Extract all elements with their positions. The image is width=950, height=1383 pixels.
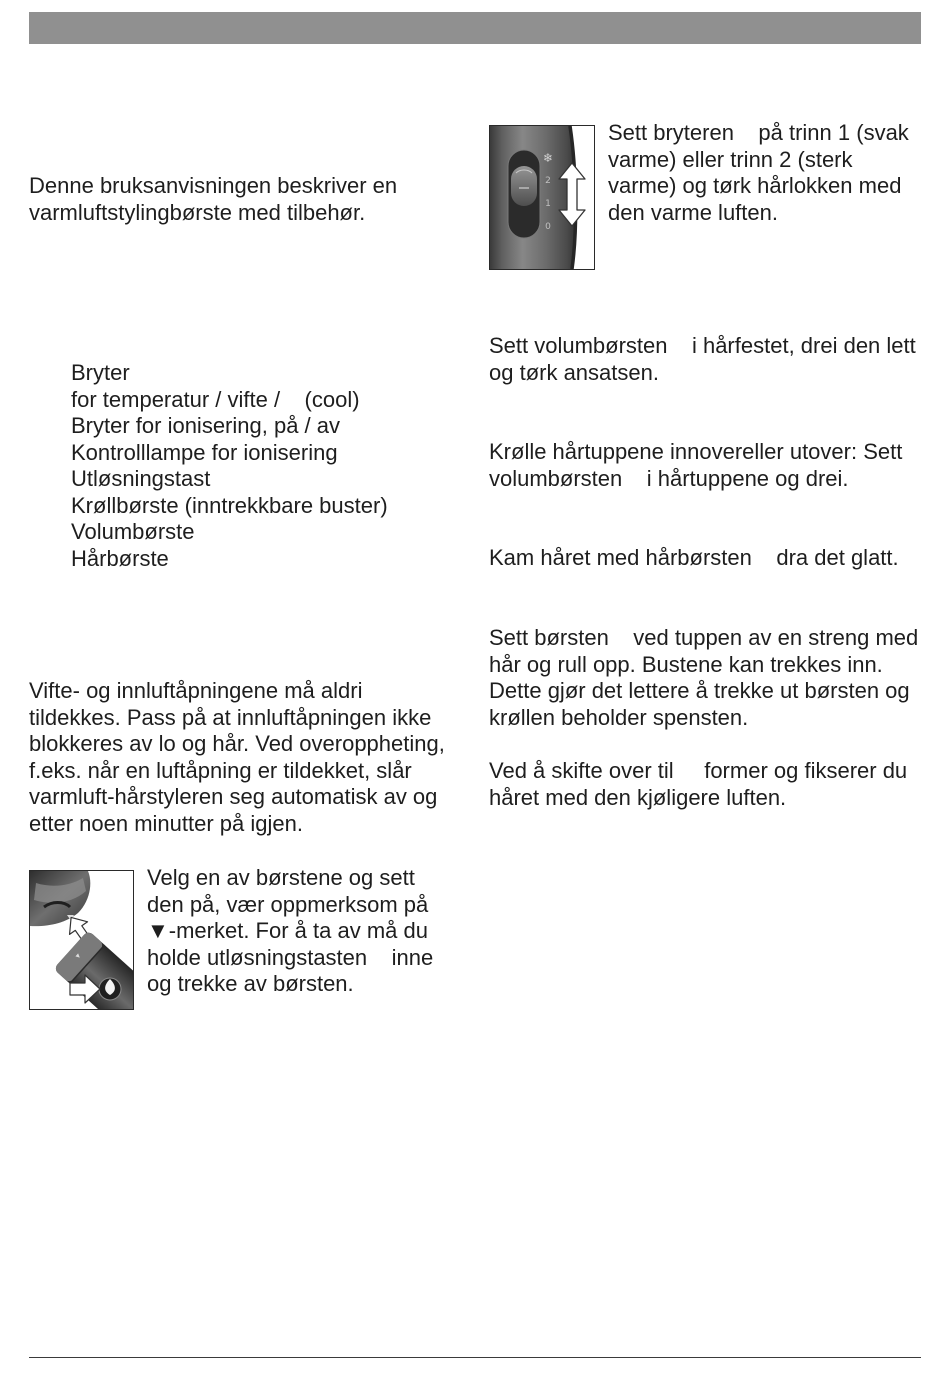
volume-ends-paragraph — [489, 439, 902, 492]
attach-line: den på, vær oppmerksom på — [147, 891, 429, 917]
curl-line: hår og rull opp. Bustene kan trekkes inn. — [489, 651, 883, 677]
attach-line: ▼-merket. For å ta av må du — [147, 918, 428, 943]
parts-list-item: Kontrolllampe for ionisering — [71, 439, 338, 465]
parts-list-item: for temperatur / vifte / (cool) — [71, 386, 360, 412]
switch-knob — [511, 166, 537, 206]
heat-line: den varme luften. — [608, 199, 778, 225]
curl-line: Dette gjør det lettere å trekke ut børsten og — [489, 678, 910, 703]
heat-line: varme) eller trinn 2 (sterk — [608, 146, 853, 172]
brush-attachment-svg — [30, 871, 133, 1009]
heat-paragraph — [608, 120, 909, 226]
parts-list-item: Hårbørste — [71, 545, 169, 571]
volume-root-line: Sett volumbørsten i hårfestet, drei den lett — [489, 333, 916, 358]
level-2-label: 2 — [545, 176, 551, 186]
level-1-label: 1 — [545, 199, 551, 209]
safety-line: f.eks. når en luftåpning er tildekket, slår — [29, 757, 412, 783]
temperature-switch-illustration — [489, 125, 595, 270]
intro-line: Denne bruksanvisningen beskriver en — [29, 173, 398, 198]
brush-attachment-illustration — [29, 870, 134, 1010]
safety-line: Vifte- og innluftåpningene må aldri — [29, 678, 363, 703]
safety-line: blokkeres av lo og hår. Ved overoppheting, — [29, 731, 445, 756]
volume-root-line: og tørk ansatsen. — [489, 359, 659, 385]
volume-ends-line: volumbørsten i hårtuppene og drei. — [489, 465, 849, 491]
attach-line: holde utløsningstasten inne — [147, 944, 434, 970]
safety-line: tildekkes. Pass på at innluftåpningen ikke — [29, 704, 432, 730]
intro-paragraph — [29, 173, 397, 226]
styler-body — [53, 930, 133, 1009]
footer-rule — [29, 1357, 921, 1358]
cool-paragraph — [489, 758, 907, 811]
attach-line: Velg en av børstene og sett — [147, 865, 415, 890]
curl-paragraph — [489, 625, 918, 731]
cool-level-icon: ❄ — [542, 151, 554, 165]
volume-ends-line: Krølle hårtuppene innovereller utover: Sett — [489, 439, 903, 464]
parts-list-item: Volumbørste — [71, 519, 195, 544]
safety-paragraph — [29, 678, 445, 837]
cool-line: håret med den kjøligere luften. — [489, 784, 787, 810]
parts-list-item: Bryter for ionisering, på / av — [71, 413, 341, 438]
intro-line: varmluftstylingbørste med tilbehør. — [29, 199, 366, 225]
temperature-switch-svg — [490, 126, 594, 269]
parts-list-item: Krøllbørste (inntrekkbare buster) — [71, 492, 388, 518]
curl-line: krøllen beholder spensten. — [489, 704, 749, 730]
attach-line: og trekke av børsten. — [147, 971, 354, 996]
heat-line: varme) og tørk hårlokken med — [608, 173, 902, 198]
level-0-label: 0 — [545, 222, 551, 232]
attach-paragraph — [147, 865, 433, 998]
parts-list-item: Utløsningstast — [71, 466, 211, 491]
safety-line: etter noen minutter på igjen. — [29, 810, 303, 836]
heat-line: Sett bryteren på trinn 1 (svak — [608, 120, 909, 145]
smooth-paragraph — [489, 545, 899, 572]
cool-line: Ved å skifte over til former og fikserer du — [489, 758, 908, 783]
header-bar — [29, 12, 921, 44]
smooth-line: Kam håret med hårbørsten dra det glatt. — [489, 545, 899, 570]
curl-line: Sett børsten ved tuppen av en streng med — [489, 625, 919, 650]
safety-line: varmluft-hårstyleren seg automatisk av og — [29, 784, 438, 809]
parts-list-item: Bryter — [71, 360, 130, 385]
parts-list — [71, 360, 388, 572]
volume-root-paragraph — [489, 333, 916, 386]
